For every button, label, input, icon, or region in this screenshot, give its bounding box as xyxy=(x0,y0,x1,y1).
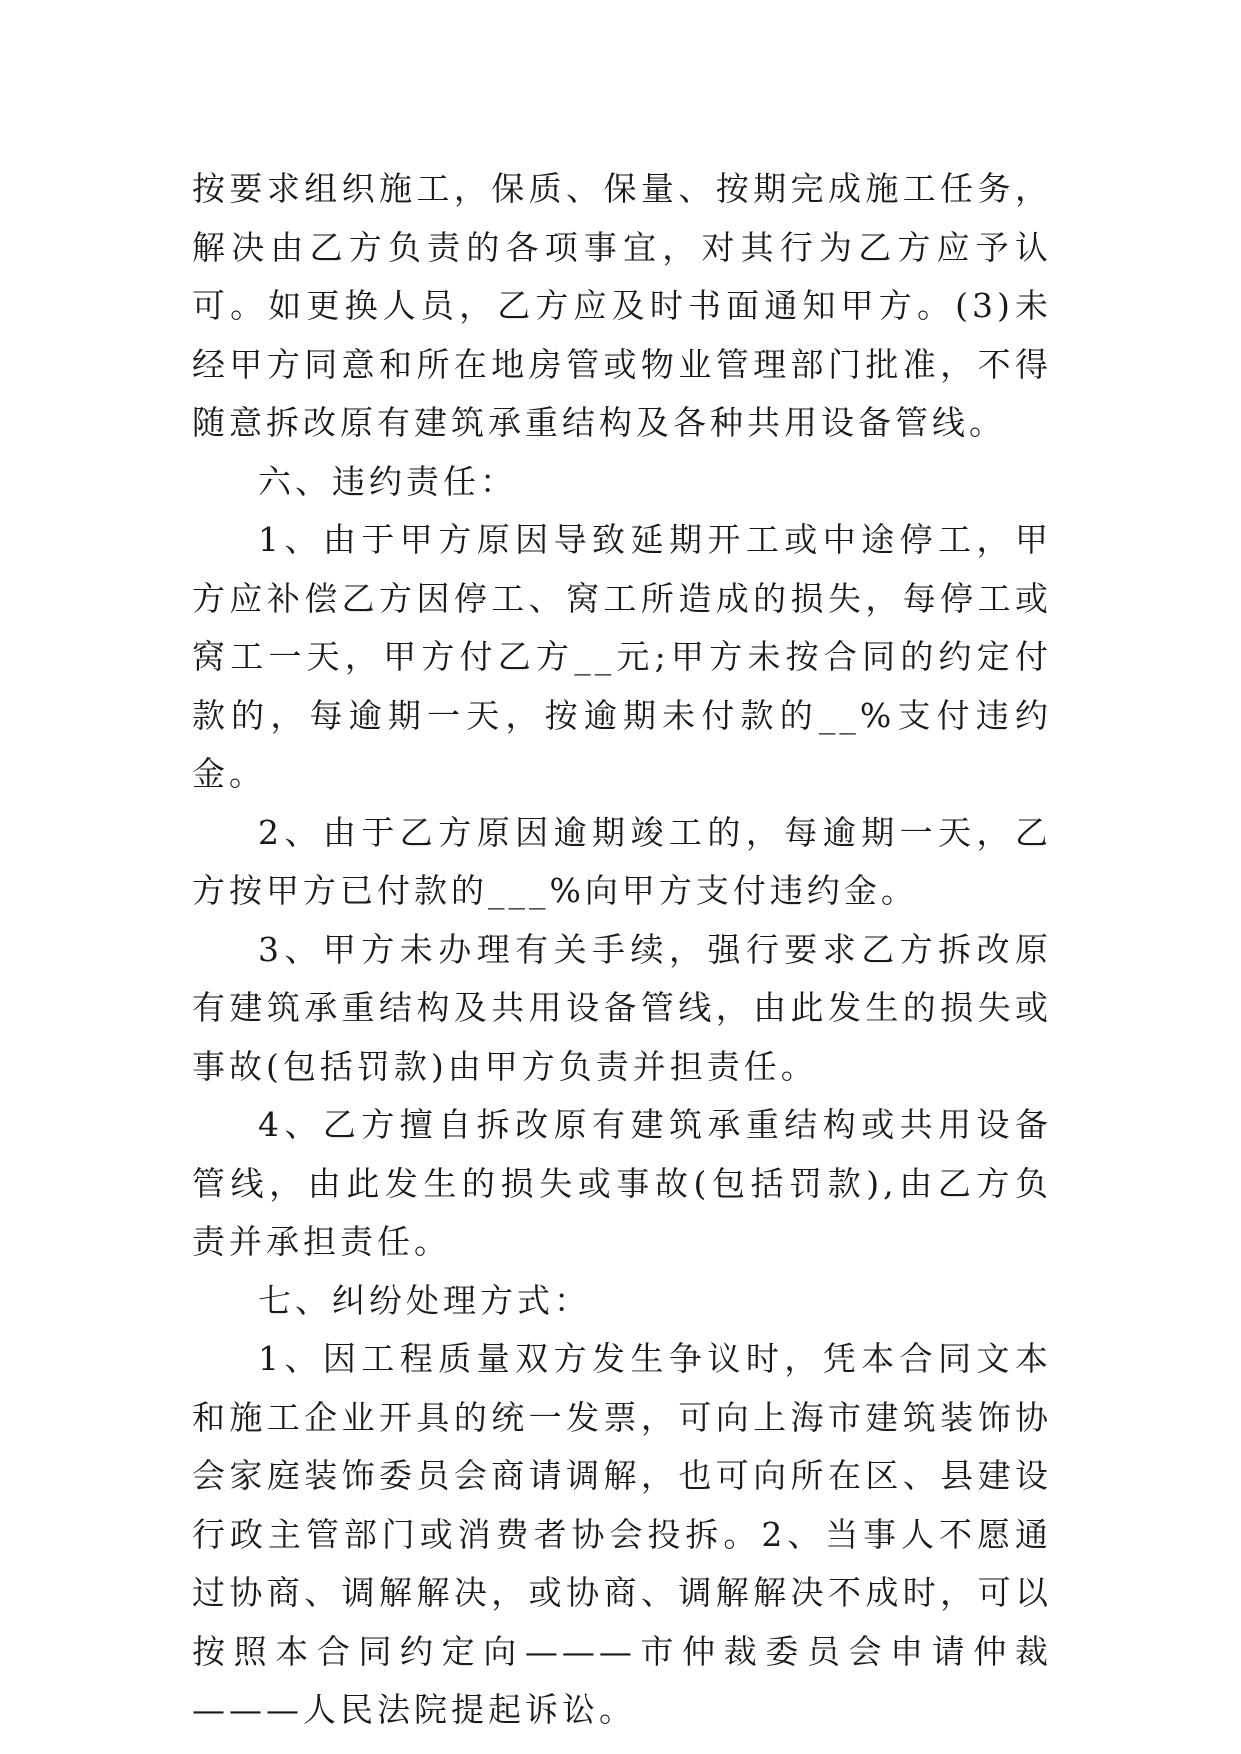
clause-dispute-mediation-arbitration: 1、因工程质量双方发生争议时，凭本合同文本和施工企业开具的统一发票，可向上海市建筑装饰协会家庭装饰委员会商请调解，也可向所在区、县建设行政主管部门或消费者协会投拆。2、当事人不愿通过协商、调解解决，或协商、调解解决不成时，可以按照本合同约定向———市仲裁委员会申请仲裁———人民法院提起诉讼。 xyxy=(192,1339,1052,1729)
clause-party-a-forced-alteration: 3、甲方未办理有关手续，强行要求乙方拆改原有建筑承重结构及共用设备管线，由此发生的损失或事故(包括罚款)由甲方负责并担责任。 xyxy=(192,929,1052,1086)
clause-party-a-delay: 1、由于甲方原因导致延期开工或中途停工，甲方应补偿乙方因停工、窝工所造成的损失，每停工或窝工一天，甲方付乙方__元;甲方未按合同的约定付款的，每逾期一天，按逾期未付款的__%支付违约金。 xyxy=(192,520,1052,793)
clause-party-b-overdue: 2、由于乙方原因逾期竣工的，每逾期一天，乙方按甲方已付款的___%向甲方支付违约金。 xyxy=(192,812,1052,910)
document-body xyxy=(192,160,1052,1740)
section-heading-dispute-resolution: 七、纠纷处理方式： xyxy=(258,1280,591,1320)
paragraph-continuation: 按要求组织施工，保质、保量、按期完成施工任务，解决由乙方负责的各项事宜，对其行为乙方应予认可。如更换人员，乙方应及时书面通知甲方。(3)未经甲方同意和所在地房管或物业管理部门批准，不得随意拆改原有建筑承重结构及各种共用设备管线。 xyxy=(192,169,1052,442)
clause-party-b-unauthorized-alteration: 4、乙方擅自拆改原有建筑承重结构或共用设备管线，由此发生的损失或事故(包括罚款),由乙方负责并承担责任。 xyxy=(192,1105,1052,1261)
section-heading-breach-liability: 六、违约责任： xyxy=(258,461,517,501)
